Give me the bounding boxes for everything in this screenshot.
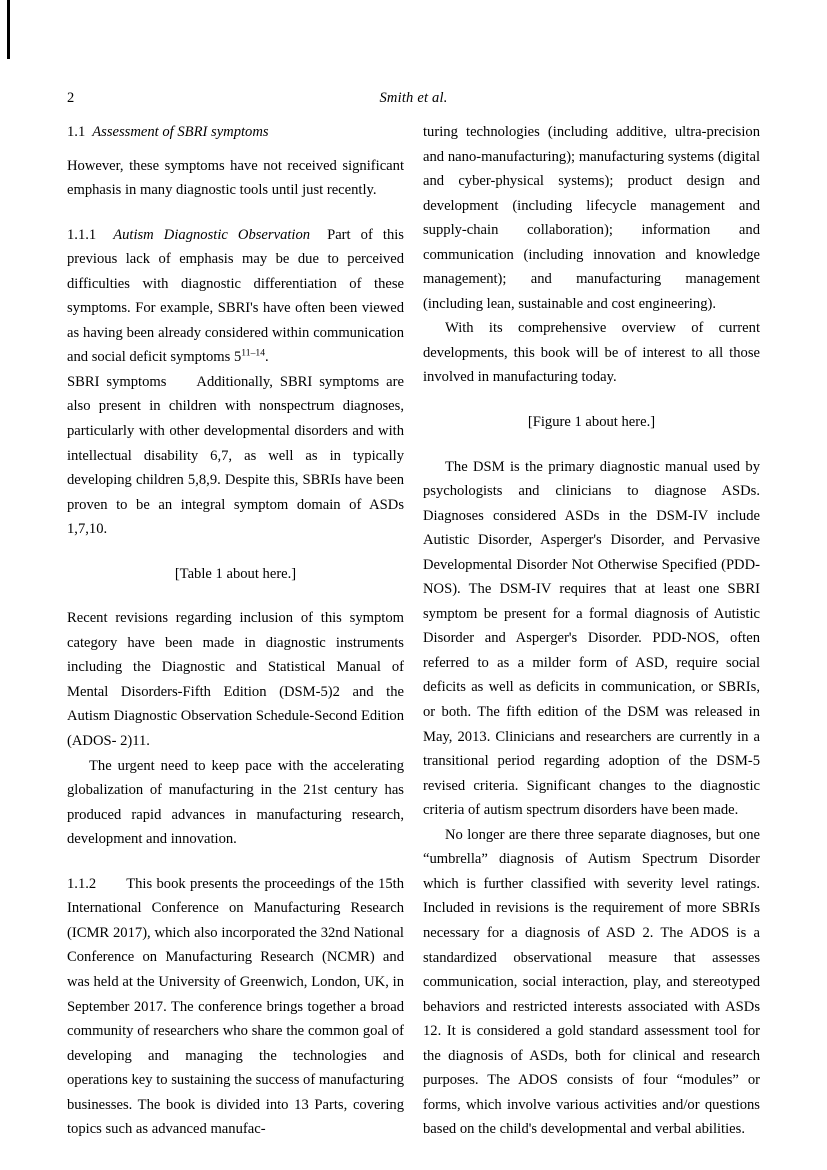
float-note-spacer-after (67, 586, 404, 606)
figure-placeholder-note: [Figure 1 about here.] (527, 414, 656, 431)
float-note-spacer-after (423, 435, 760, 455)
column-right (423, 120, 760, 1138)
subsection-body-before-ref: Part of this previous lack of emphasis may be due to perceived difficulties with diagnostic differentiation of these symptoms. For example, SBRI's have often been viewed as having been already considered within communication and social deficit symptoms 5 (67, 226, 404, 366)
subsection-body: This book presents the proceedings of the 15th International Conference on Manufacturing Research (ICMR 2017), which also incorporated the 32nd National Conference on Manufacturing Research (NCMR) and was held at the University of Greenwich, London, UK, in September 2017. The conference brings together a broad community of researchers who share the common goal of developing and managing the technologies and operations key to sustaining the success of manufacturing businesses. The book is divided into 13 Parts, covering topics such as advanced manufac- (67, 875, 404, 1138)
running-head (67, 88, 760, 108)
table-placeholder-note: [Table 1 about here.] (174, 565, 297, 582)
subsection-number: 1.1.1 (67, 226, 97, 243)
paragraph-comprehensive-overview: With its comprehensive overview of current developments, this book will be of interest to all those involved in manufacturing today. (423, 320, 760, 386)
section-title: Assessment of SBRI symptoms (92, 124, 269, 140)
runin-paragraph-sbri-symptoms (67, 370, 404, 542)
running-head-title: Smith et al. (379, 90, 448, 106)
paragraph-dsm: The DSM is the primary diagnostic manual used by psychologists and clinicians to diagnose ASDs. Diagnoses considered ASDs in the DSM-IV include Autistic Disorder, Asperger's Disorder, and Pervasive Developmental Disorder Not Otherwise Specified (PDD-NOS). The DSM-IV requires that at least one SBRI symptom be present for a formal diagnosis of Autistic Disorder and Asperger's Disorder. PDD-NOS, often referred to as a milder form of ASD, require social deficits as well as deficits in communication, or SBRIs, or both. The fifth edition of the DSM was released in May, 2013. Clinicians and researchers are currently in a transitional period regarding adoption of the DSM-5 revised criteria. Significant changes to the diagnostic criteria of autism spectrum disorders have been made. (423, 458, 760, 819)
subsection-body-after-ref: . (265, 349, 269, 366)
subsection-number: 1.1.2 (67, 875, 97, 892)
runin-body: Additionally, SBRI symptoms are also present in children with nonspectrum diagnoses, particularly with other developmental disorders and with intellectual disability 6,7, as well as in typically developing children 5,8,9. Despite this, SBRIs have been proven to be an integral symptom domain of ASDs 1,7,10. (67, 373, 404, 538)
section-1-1-2-paragraph (67, 872, 404, 1142)
paragraph-umbrella-diagnosis: No longer are there three separate diagnoses, but one “umbrella” diagnosis of Autism Spectrum Disorder which is further classified with severity level ratings. Included in revisions is the requirement of more SBRIs necessary for a diagnosis of ASD 2. The ADOS is a standardized observational measure that assesses communication, social interaction, play, and stereotyped behaviors and restricted interests associated with ASDs 12. It is considered a gold standard assessment tool for the diagnosis of ASDs, both for clinical and research purposes. The ADOS consists of four “modules” or forms, which involve various activities and/or questions based on the child's developmental and verbal abilities. (423, 826, 760, 1138)
section-spacer (67, 852, 404, 872)
section-1-1-1-paragraph (67, 223, 404, 370)
paragraph-urgent-need: The urgent need to keep pace with the accelerating globalization of manufacturing in the 21st century has produced rapid advances in manufacturing research, development and innovation. (67, 757, 404, 848)
citation-superscript: 11–14 (241, 348, 266, 360)
paragraph-spacer (67, 203, 404, 223)
paragraph-intro: However, these symptoms have not received significant emphasis in many diagnostic tools until just recently. (67, 157, 404, 199)
subsection-title: Autism Diagnostic Observation (113, 226, 311, 243)
section-number: 1.1 (67, 124, 86, 140)
section-heading-1-1 (67, 120, 404, 145)
paragraph-recent-revisions: Recent revisions regarding inclusion of this symptom category have been made in diagnostic instruments including the Diagnostic and Statistical Manual of Mental Disorders-Fifth Edition (DSM-5)2 and the Autism Diagnostic Observation Schedule-Second Edition (ADOS- 2)11. (67, 610, 404, 750)
runin-heading-label: SBRI symptoms (67, 373, 167, 390)
body-columns (67, 120, 760, 1138)
float-note-spacer (67, 542, 404, 562)
float-note-spacer (423, 390, 760, 410)
paragraph-topics-continued: turing technologies (including additive, ultra-precision and nano-manufacturing); manufacturing systems (digital and cyber-physical systems); product design and development (including lifecycle management and supply-chain collaboration); information and communication (including innovation and knowledge management); and manufacturing management (including lean, sustainable and cost engineering). (423, 124, 760, 312)
column-left (67, 120, 404, 1138)
page-number: 2 (67, 90, 75, 106)
